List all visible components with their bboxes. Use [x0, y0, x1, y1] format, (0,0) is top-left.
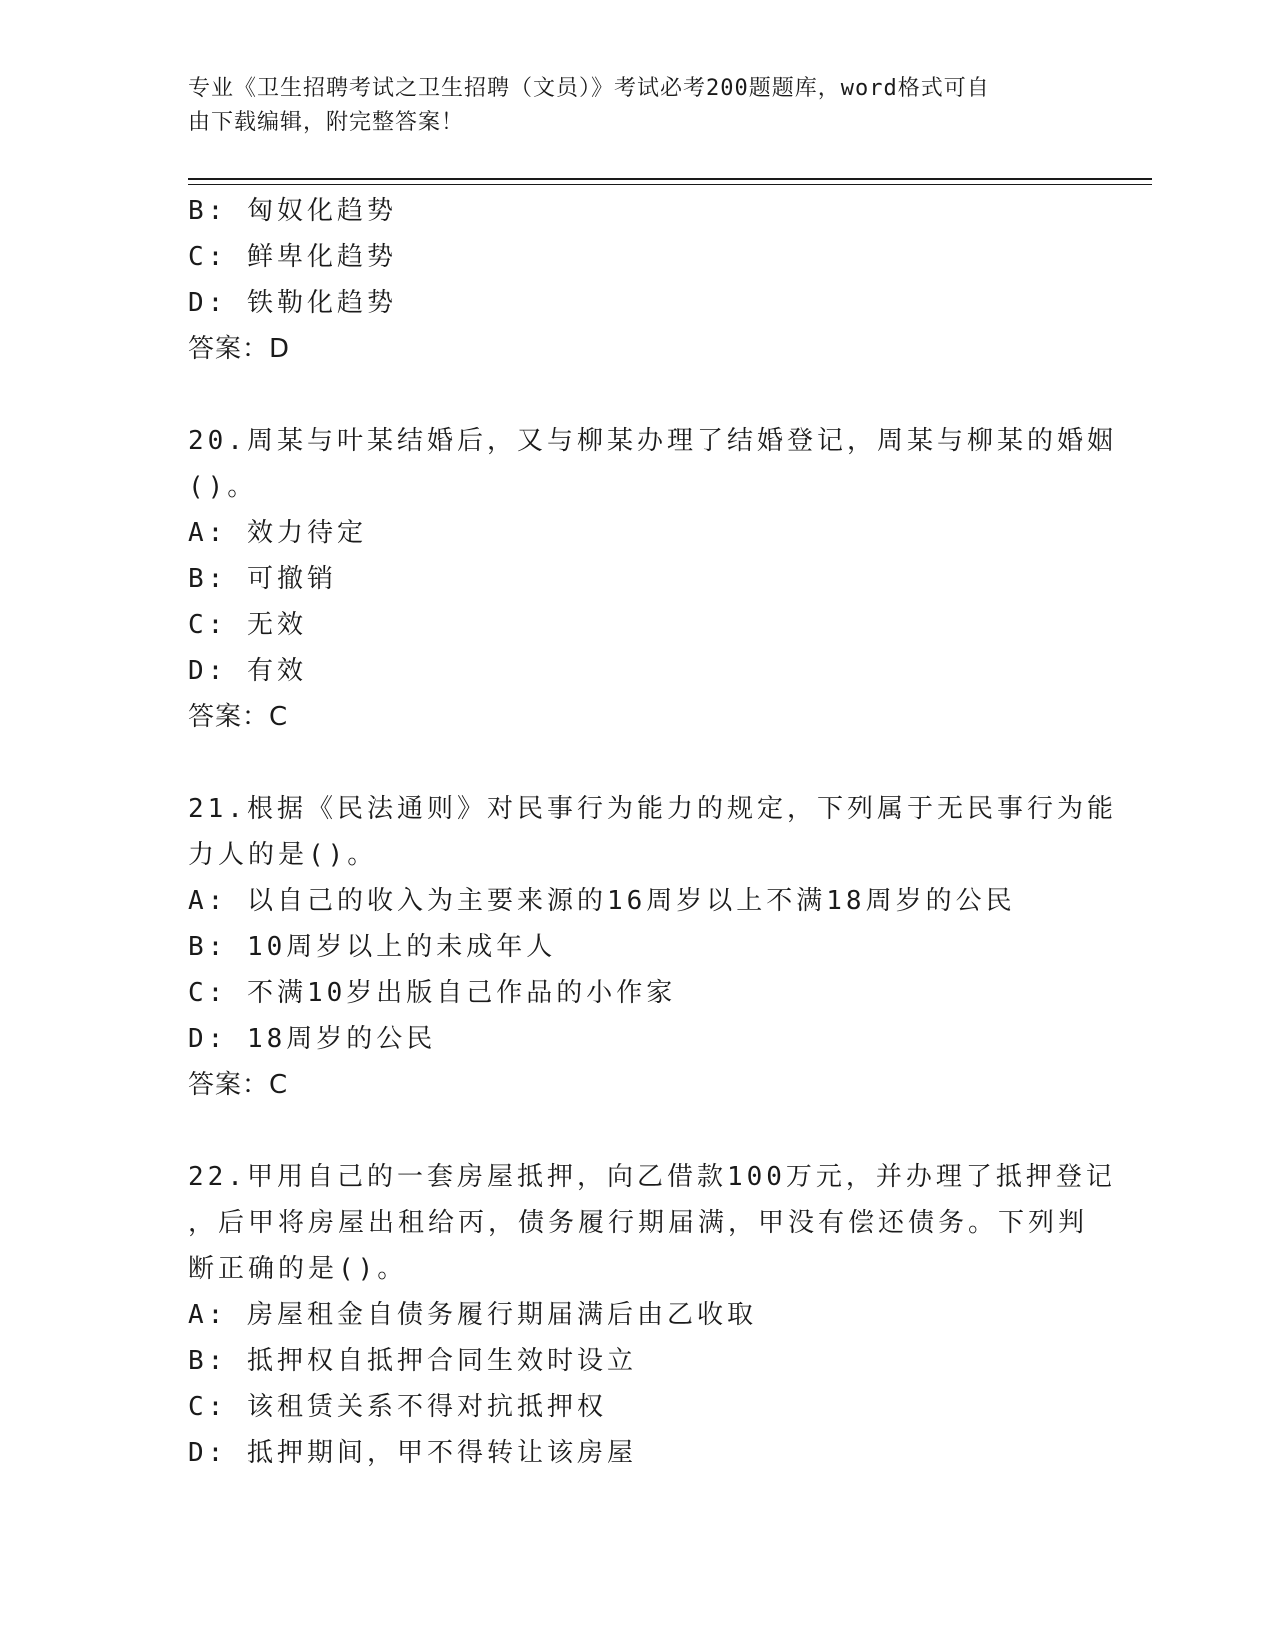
- question-stem-line: 断正确的是()。: [188, 1254, 408, 1284]
- option-a: A: 效力待定: [188, 518, 367, 548]
- spacer: [188, 740, 1088, 786]
- question-stem-line: 20.周某与叶某结婚后，又与柳某办理了结婚登记，周某与柳某的婚姻: [188, 426, 1117, 456]
- option-c: C: 鲜卑化趋势: [188, 242, 397, 272]
- answer-line: 答案：C: [188, 1070, 289, 1100]
- option-a: A: 以自己的收入为主要来源的16周岁以上不满18周岁的公民: [188, 886, 1016, 916]
- question-stem-line: ()。: [188, 472, 258, 502]
- spacer: [188, 1108, 1088, 1154]
- question-22: [188, 1154, 1116, 1476]
- option-b: B: 10周岁以上的未成年人: [188, 932, 557, 962]
- question-19-tail: [188, 188, 1088, 372]
- answer-line: 答案：C: [188, 702, 289, 732]
- question-stem-line: 22.甲用自己的一套房屋抵押，向乙借款100万元，并办理了抵押登记: [188, 1162, 1116, 1192]
- option-b: B: 抵押权自抵押合同生效时设立: [188, 1346, 637, 1376]
- option-b: B: 可撤销: [188, 564, 337, 594]
- header-line-1: 专业《卫生招聘考试之卫生招聘（文员）》考试必考200题题库，word格式可自: [188, 76, 990, 101]
- option-c: C: 无效: [188, 610, 307, 640]
- spacer: [188, 372, 1088, 418]
- option-c: C: 该租赁关系不得对抗抵押权: [188, 1392, 607, 1422]
- option-d: D: 抵押期间，甲不得转让该房屋: [188, 1438, 637, 1468]
- option-d: D: 18周岁的公民: [188, 1024, 437, 1054]
- header-line-2: 由下载编辑，附完整答案！: [188, 110, 465, 135]
- option-a: A: 房屋租金自债务履行期届满后由乙收取: [188, 1300, 757, 1330]
- question-stem-line: 21.根据《民法通则》对民事行为能力的规定，下列属于无民事行为能: [188, 794, 1117, 824]
- question-stem-line: ，后甲将房屋出租给丙，债务履行期届满，甲没有偿还债务。下列判: [188, 1208, 1089, 1238]
- answer-line: 答案：D: [188, 334, 291, 364]
- question-21: [188, 786, 1117, 1108]
- header-divider-thick: [188, 178, 1152, 180]
- document-header: [188, 72, 1068, 140]
- option-d: D: 有效: [188, 656, 307, 686]
- question-stem-line: 力人的是()。: [188, 840, 378, 870]
- question-20: [188, 418, 1117, 740]
- option-c: C: 不满10岁出版自己作品的小作家: [188, 978, 677, 1008]
- option-d: D: 铁勒化趋势: [188, 288, 397, 318]
- question-list: [188, 188, 1117, 1476]
- option-b: B: 匈奴化趋势: [188, 196, 397, 226]
- header-divider-thin: [188, 184, 1152, 185]
